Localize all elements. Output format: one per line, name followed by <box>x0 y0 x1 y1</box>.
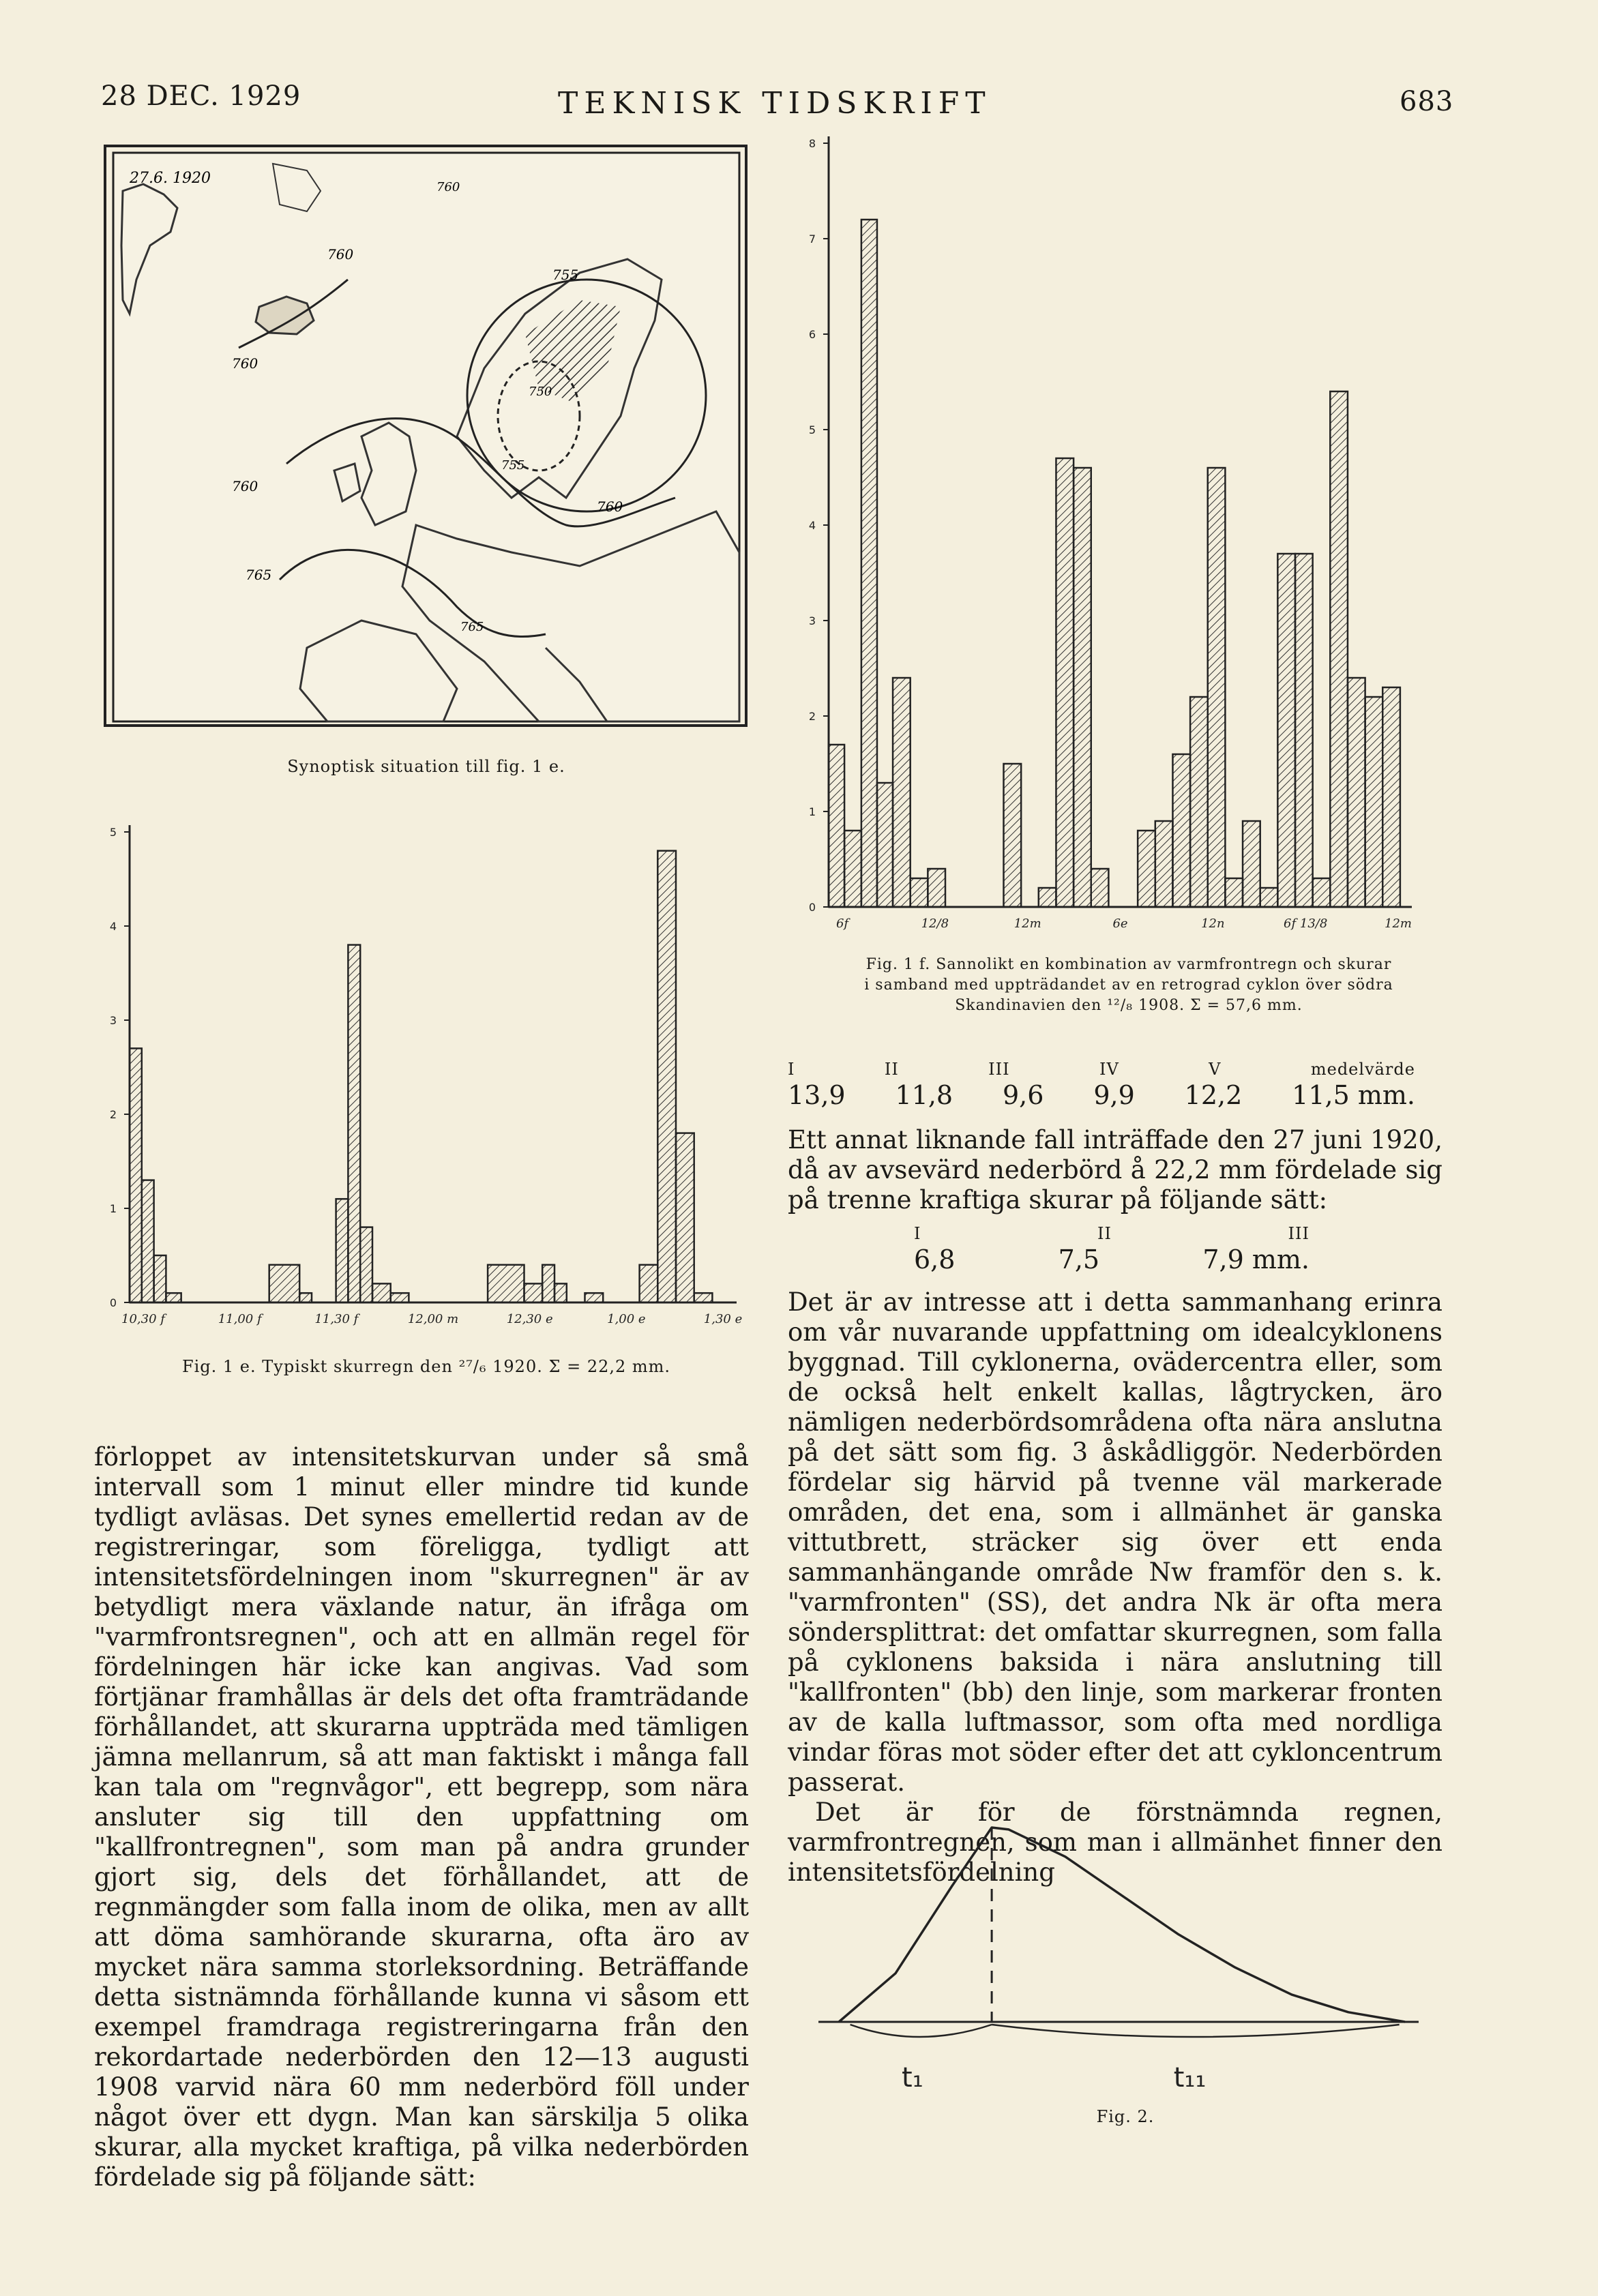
x-tick-label: 1,30 e <box>703 1312 743 1326</box>
table1-label: IV <box>1099 1060 1119 1079</box>
bar <box>299 1293 312 1302</box>
isobar-label-765-a: 765 <box>246 567 272 583</box>
bar <box>142 1180 154 1302</box>
map-inner-frame <box>113 153 739 721</box>
right-paragraph-3: Det är för de förstnämnda regnen, varmfrontregnen, som man i allmänhet finner den intensitetsfördelning <box>788 1798 1442 1887</box>
fig2-label-t11: t₁₁ <box>1173 2062 1207 2093</box>
fig2-intensity-curve <box>839 1828 1405 2022</box>
table2-label: III <box>1288 1224 1310 1243</box>
isobar-label-760-c: 760 <box>232 478 258 494</box>
bar <box>1330 391 1348 907</box>
bar <box>130 1048 142 1302</box>
table1-label: III <box>988 1060 1010 1079</box>
bar <box>1056 458 1074 907</box>
table1-labels <box>788 1060 1415 1079</box>
isobar-label-760-e: 760 <box>437 180 460 194</box>
y-tick-label: 4 <box>808 519 816 532</box>
bar <box>640 1265 658 1302</box>
bar <box>1039 888 1056 907</box>
left-column-text: förloppet av intensitetskurvan under så små intervall som 1 minut eller mindre tid kunde tydligt avläsas. Det synes emellertid redan av de registreringar, som föreligga, tydligt att intensitetsfördelningen inom "skurregnen" är av betydligt mera växlande natur, än ifråga om "varmfrontsregnen", och att en allmän regel för fördelningen här icke kan angivas. Vad som förtjänar framhållas är dels det ofta framträdande förhållandet, att skurarna uppträda med tämligen jämna mellanrum, så att man faktiskt i många fall kan tala om "regnvågor", ett begrepp, som nära ansluter sig till den uppfattning om "kallfrontregnen", som man på andra grunder gjort sig, dels det förhållandet, att de regnmängder som falla inom de olika, men av allt att döma samhörande skurarna, ofta äro av mycket nära samma storleksordning. Beträffande detta sistnämnda förhållande kunna vi såsom ett exempel framdraga registreringarna från den rekordartade nederbörden den 12—13 augusti 1908 varvid nära 60 mm nederbörd föll under något över ett dygn. Man kan särskilja 5 olika skurar, alla mycket kraftiga, på vilka nederbörden fördelade sig på följande sätt: <box>94 1442 749 2192</box>
isobar-label-760-b: 760 <box>232 355 258 372</box>
y-tick-label: 4 <box>109 920 117 933</box>
y-tick-label: 6 <box>808 328 816 341</box>
bar <box>488 1265 524 1302</box>
map-date-label: 27.6. 1920 <box>130 170 211 187</box>
x-tick-label: 12,30 e <box>506 1312 553 1326</box>
y-tick-label: 3 <box>109 1014 117 1027</box>
bar <box>1277 554 1295 907</box>
bar <box>524 1283 543 1302</box>
table1-value: 11,5 mm. <box>1292 1080 1415 1110</box>
table1-label: I <box>788 1060 795 1079</box>
bar <box>1243 821 1260 907</box>
fig1f-caption-line-1: Fig. 1 f. Sannolikt en kombination av varmfrontregn och skurar <box>865 956 1392 973</box>
table2-label: I <box>914 1224 921 1243</box>
fig1f-caption-line-3: Skandinavien den ¹²/₈ 1908. Σ = 57,6 mm. <box>955 997 1303 1014</box>
y-tick-label: 1 <box>808 805 816 818</box>
page-number: 683 <box>1400 86 1454 117</box>
right-paragraph-2: Det är av intresse att i detta sammanhang erinra om vår nuvarande uppfattning om idealcyklonens byggnad. Till cyklonerna, ovädercentra eller, som de också helt enkelt kallas, lågtrycken, äro nämligen nederbördsområdena ofta nära anslutna på det sätt som fig. 3 åskådliggör. Nederbörden fördelar sig härvid på tvenne väl markerade områden, det ena, som i allmänhet är ganska vittutbrett, sträcker sig över ett enda sammanhängande område Nw framför den s. k. "varmfronten" (SS), det andra Nk är ofta mera söndersplittrat: det omfattar skurregnen, som falla på cyklonens baksida i nära anslutning till "kallfronten" (bb) den linje, som markerar fronten av de kalla luftmassor, som ofta med nordliga vindar föras mot söder efter det att cykloncentrum passerat. <box>788 1287 1442 1797</box>
bar <box>1172 754 1190 907</box>
bar <box>360 1227 372 1302</box>
isobar-label-760-d: 760 <box>597 498 623 515</box>
bar <box>844 831 861 907</box>
fig2-label-t1: t₁ <box>902 2062 923 2093</box>
bar <box>928 869 945 907</box>
right-paragraphs <box>788 1287 1442 1888</box>
y-tick-label: 0 <box>808 901 816 914</box>
bar <box>1225 878 1243 907</box>
table1-value: 9,9 <box>1093 1080 1135 1110</box>
y-tick-label: 3 <box>808 614 816 627</box>
table1-label: medelvärde <box>1310 1060 1415 1079</box>
bar <box>911 878 928 907</box>
fig2-caption: Fig. 2. <box>1096 2107 1155 2126</box>
bar <box>694 1293 713 1302</box>
table1-values <box>788 1080 1415 1110</box>
bar <box>657 851 676 1302</box>
bar <box>893 678 911 907</box>
bar <box>1295 554 1313 907</box>
x-tick-label: 12n <box>1201 916 1225 931</box>
fig1f-chart <box>798 130 1419 948</box>
bar <box>1260 888 1278 907</box>
bar <box>348 945 360 1302</box>
bar <box>554 1283 567 1302</box>
x-tick-label: 12m <box>1013 916 1041 931</box>
table1-value: 11,8 <box>895 1080 953 1110</box>
bar <box>391 1293 409 1302</box>
y-tick-label: 0 <box>109 1296 117 1309</box>
bar <box>1348 678 1365 907</box>
table2-value: 7,5 <box>1058 1244 1100 1274</box>
bar <box>1208 468 1226 907</box>
right-paragraph-1: Ett annat liknande fall inträffade den 27 juni 1920, då av avsevärd nederbörd å 22,2 mm fördelade sig på trenne kraftiga skurar på följande sätt: <box>788 1125 1442 1214</box>
fig2-brace-t11 <box>992 2025 1400 2037</box>
isobar-label-765-b: 765 <box>460 620 484 634</box>
table1-value: 9,6 <box>1003 1080 1044 1110</box>
x-tick-label: 12m <box>1385 916 1412 931</box>
x-tick-label: 1,00 e <box>607 1312 646 1326</box>
bar <box>585 1293 604 1302</box>
x-tick-label: 12,00 m <box>407 1312 459 1326</box>
bar <box>1091 869 1109 907</box>
table2-values <box>914 1244 1310 1274</box>
x-tick-label: 11,00 f <box>218 1312 262 1326</box>
x-tick-label: 6f <box>835 916 849 931</box>
isobar-label-760-a: 760 <box>327 246 354 263</box>
x-tick-label: 10,30 f <box>121 1312 165 1326</box>
isobar-label-750: 750 <box>529 385 552 399</box>
y-tick-label: 8 <box>808 137 816 150</box>
table2-value: 6,8 <box>914 1244 956 1274</box>
fig1f-caption <box>801 955 1456 1016</box>
bar <box>269 1265 300 1302</box>
y-tick-label: 5 <box>808 423 816 436</box>
bar <box>1074 468 1091 907</box>
x-tick-label: 12/8 <box>921 916 949 931</box>
bar <box>1365 697 1383 907</box>
bar <box>154 1255 166 1302</box>
bar <box>372 1283 391 1302</box>
table1-label: II <box>884 1060 899 1079</box>
bar <box>1190 697 1208 907</box>
bar <box>542 1265 554 1302</box>
y-tick-label: 2 <box>808 710 816 723</box>
bar <box>877 783 893 907</box>
bar <box>1313 878 1331 907</box>
bar <box>1138 831 1155 907</box>
table-skurar-1920 <box>914 1224 1310 1274</box>
y-tick-label: 7 <box>808 233 816 245</box>
fig2-brace-t1 <box>850 2025 992 2037</box>
map-caption: Synoptisk situation till fig. 1 e. <box>287 757 565 776</box>
table2-labels <box>914 1224 1310 1243</box>
fig1f-caption-line-2: i samband med uppträdandet av en retrograd cyklon över södra <box>864 976 1393 994</box>
table1-value: 12,2 <box>1184 1080 1243 1110</box>
fig2-chart <box>818 1814 1432 2128</box>
x-tick-label: 11,30 f <box>314 1312 359 1326</box>
isobar-label-755-b: 755 <box>501 458 525 473</box>
bar <box>1382 687 1400 907</box>
fig1e-caption: Fig. 1 e. Typiskt skurregn den ²⁷/₆ 1920. Σ = 22,2 mm. <box>181 1357 671 1376</box>
isobar-label-755-a: 755 <box>552 267 579 283</box>
y-tick-label: 2 <box>109 1108 117 1121</box>
table-skurar-1908 <box>788 1060 1415 1110</box>
bar <box>336 1199 349 1302</box>
bar <box>1004 764 1022 907</box>
table2-value: 7,9 mm. <box>1202 1244 1310 1274</box>
y-tick-label: 5 <box>109 826 117 839</box>
fig1e-chart <box>82 818 750 1337</box>
bar <box>166 1293 181 1302</box>
header-date: 28 DEC. 1929 <box>101 80 301 112</box>
synoptic-map <box>102 143 750 730</box>
bar <box>861 220 877 907</box>
table2-label: II <box>1097 1224 1112 1243</box>
bar <box>1155 821 1173 907</box>
table1-label: V <box>1209 1060 1222 1079</box>
y-tick-label: 1 <box>109 1202 117 1215</box>
x-tick-label: 6f 13/8 <box>1284 916 1328 931</box>
x-tick-label: 6e <box>1112 916 1128 931</box>
journal-title: TEKNISK TIDSKRIFT <box>558 86 992 121</box>
bar <box>676 1133 694 1302</box>
table1-value: 13,9 <box>788 1080 846 1110</box>
bar <box>829 745 844 907</box>
